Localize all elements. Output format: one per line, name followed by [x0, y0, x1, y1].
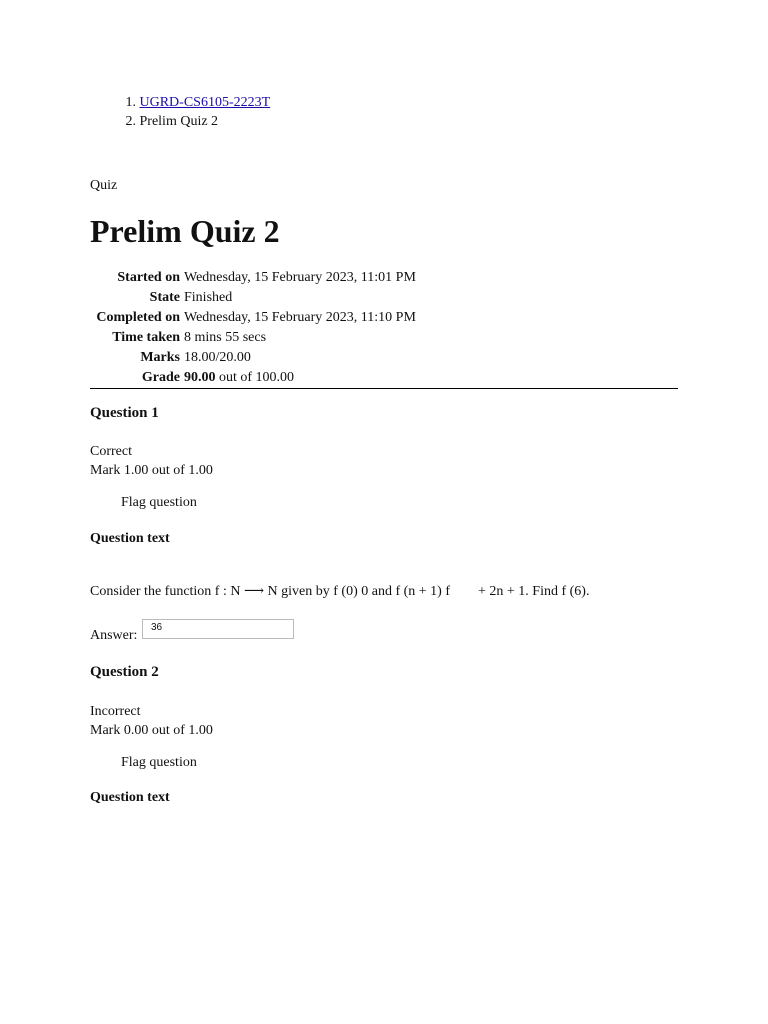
grade-suffix: out of 100.00 [219, 370, 295, 385]
summary-row-completed [90, 308, 678, 328]
summary-row-time [90, 328, 678, 348]
answer-input[interactable]: 36 [142, 619, 294, 639]
question-1-status: Correct [90, 444, 132, 459]
question-1-text-part2: + 2n + 1. Find f (6). [478, 584, 590, 599]
started-on-value: Wednesday, 15 February 2023, 11:01 PM [184, 270, 416, 285]
grade-label: Grade [141, 370, 180, 385]
breadcrumb-number: 1. [125, 95, 136, 110]
started-on-label: Started on [117, 270, 180, 285]
state-value: Finished [184, 290, 233, 305]
state-label: State [149, 290, 180, 305]
breadcrumb-item-course [90, 93, 270, 112]
summary-row-marks [90, 348, 678, 368]
question-2-mark: Mark 0.00 out of 1.00 [90, 723, 213, 738]
question-2-text-label: Question text [90, 790, 170, 805]
completed-on-label: Completed on [96, 310, 180, 325]
question-2-info [90, 702, 213, 740]
activity-type-label: Quiz [90, 178, 118, 193]
breadcrumb-link-course[interactable]: UGRD-CS6105-2223T [139, 95, 271, 110]
question-2-heading: Question 2 [90, 664, 159, 680]
breadcrumb-item-quiz [90, 112, 270, 131]
question-2-flag-link[interactable]: Flag question [121, 755, 197, 770]
question-1-text [90, 583, 589, 600]
page-title: Prelim Quiz 2 [90, 213, 280, 249]
breadcrumb-number: 2. [125, 114, 136, 129]
question-1-mark: Mark 1.00 out of 1.00 [90, 463, 213, 478]
question-1-heading: Question 1 [90, 405, 159, 421]
summary-row-grade [90, 368, 678, 389]
completed-on-value: Wednesday, 15 February 2023, 11:10 PM [184, 310, 416, 325]
attempt-summary-table [90, 268, 678, 389]
question-1-text-part1: Consider the function f : N ⟶ N given by f (0) 0 and f (n + 1) f [90, 584, 451, 599]
time-taken-label: Time taken [112, 330, 180, 345]
breadcrumb-current: Prelim Quiz 2 [139, 114, 219, 129]
question-1-flag-link[interactable]: Flag question [121, 495, 197, 510]
marks-value: 18.00/20.00 [184, 350, 251, 365]
question-1-text-label: Question text [90, 531, 170, 546]
time-taken-value: 8 mins 55 secs [184, 330, 267, 345]
summary-row-state [90, 288, 678, 308]
marks-label: Marks [140, 350, 180, 365]
answer-label: Answer: [90, 628, 138, 643]
grade-value-cell [184, 368, 678, 389]
question-2-status: Incorrect [90, 704, 141, 719]
question-1-info [90, 442, 213, 480]
summary-row-started [90, 268, 678, 288]
breadcrumb [90, 93, 270, 131]
grade-value: 90.00 [184, 370, 216, 385]
